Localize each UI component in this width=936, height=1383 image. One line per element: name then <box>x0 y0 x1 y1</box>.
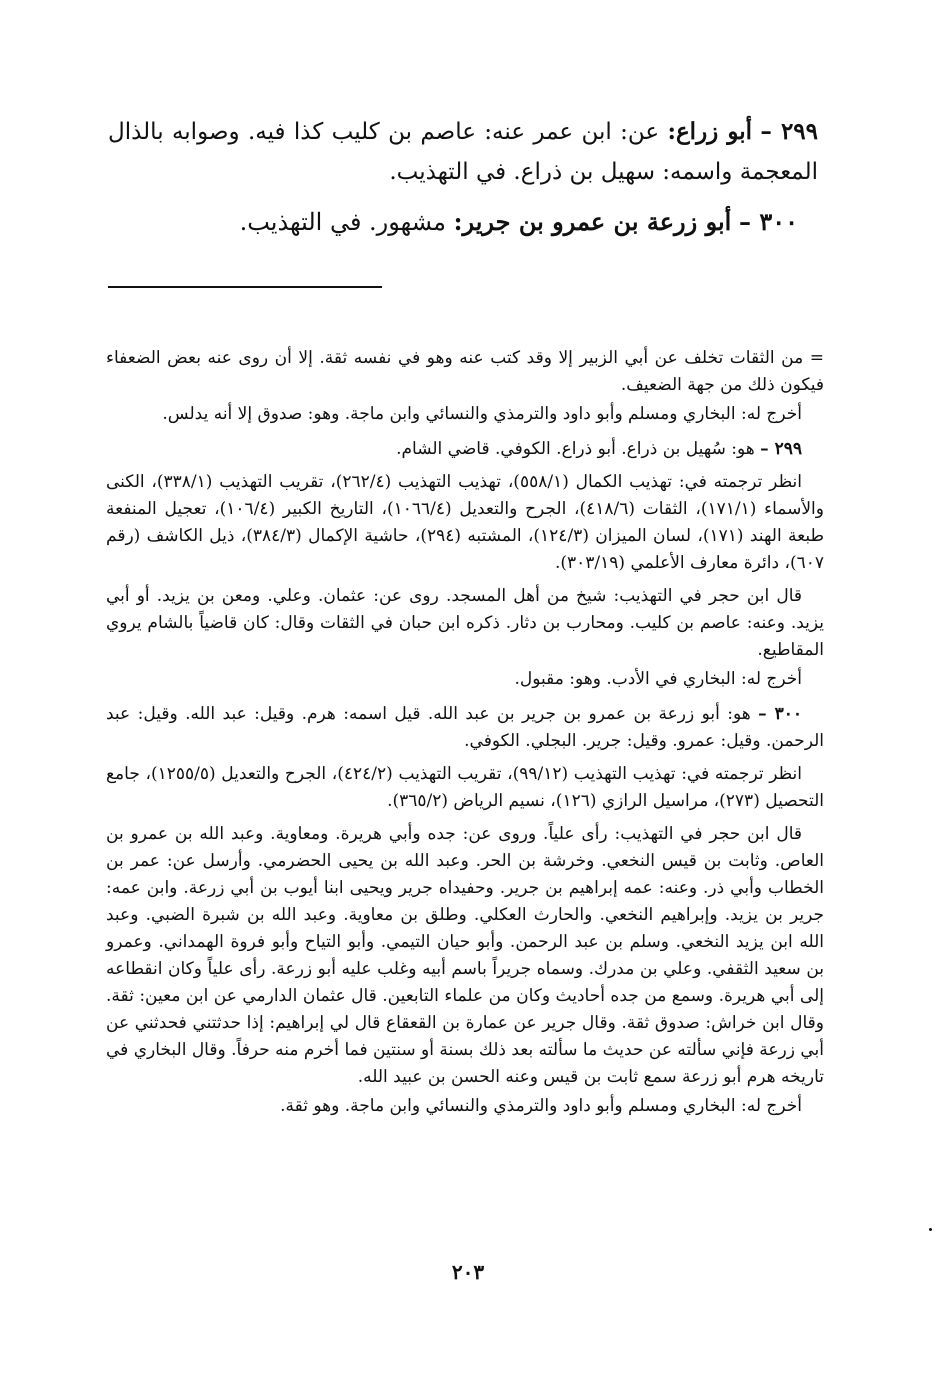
entry-299 <box>108 112 818 192</box>
footnote-299-kharaj: أخرج له: البخاري في الأدب. وهو: مقبول. <box>514 669 802 689</box>
entry-heading: أبو زراع: <box>667 118 753 145</box>
footnote-300-sources: انظر ترجمته في: تهذيب التهذيب (٩٩/١٢)، تقريب التهذيب (٤٢٤/٢)، الجرح والتعديل (١٢٥٥/٥)، جامع التحصيل (٢٧٣)، مراسيل الرازي (١٢٦)، نسيم الرياض (٣٦٥/٢). <box>106 764 824 811</box>
entry-number: ٢٩٩ – <box>760 118 818 145</box>
footnote-continuation: = من الثقات تخلف عن أبي الزبير إلا وقد كتب عنه وهو في نفسه ثقة. إلا أن روى عنه بعض الضعفاء فيكون ذلك من جهة الضعيف. <box>106 348 824 395</box>
entry-text: عن: ابن عمر عنه: عاصم بن كليب كذا فيه. وصوابه بالذال المعجمة واسمه: سهيل بن ذراع. في التهذيب. <box>108 119 818 185</box>
page-number: ٢٠٣ <box>451 1260 485 1284</box>
footnote-separator <box>108 286 382 288</box>
entry-text: مشهور. في التهذيب. <box>239 208 454 236</box>
footnote-300-heading <box>106 701 824 755</box>
footnote-300-ibnhajar: قال ابن حجر في التهذيب: رأى علياً. وروى عن: جده وأبي هريرة. ومعاوية. وعبد الله بن عمرو بن العاص. وثابت بن قيس النخعي. وخرشة بن الحر. وعبد الله بن يحيى الحضرمي. وأرسل عن: عمر بن الخطاب وأبي ذر. وعنه: عمه إبراهيم بن جرير. وحفيداه جرير ويحيى ابنا أيوب بن أبي زرعة. وابن عمه: جرير بن يزيد. وإبراهيم النخعي. والحارث العكلي. وطلق بن معاوية. وعبد الله بن شبرة الضبي. وعبد الله ابن يزيد النخعي. وسلم بن عبد الرحمن. وأبو حيان التيمي. وأبو التياح وأبو فروة الهمداني. وعمرو بن سعيد الثقفي. وعلي بن مدرك. وسماه جريراً باسم أبيه وغلب عليه أبو زرعة. رأى علياً وكان انقطاعه إلى أبي هريرة. وسمع من جده أحاديث وكان من علماء التابعين. قال عثمان الدارمي عن ابن معين: ثقة. وقال ابن خراش: صدوق ثقة. وقال جرير عن عمارة بن القعقاع قال لي إبراهيم: إذا حدثتني فحدثني عن أبي زرعة فإني سألته عن حديث ما سألته بعد ذلك بسنة أو سنتين فما أخرم منه حرفاً. وقال البخاري في تاريخه هرم أبو زرعة سمع ثابت بن قيس وعنه الحسن بن عبيد الله. <box>106 824 824 1087</box>
footnote-kharaj: أخرج له: البخاري ومسلم وأبو داود والترمذي والنسائي وابن ماجة. وهو: صدوق إلا أنه يدلس. <box>162 404 802 424</box>
footnote-heading-text: هو: سُهيل بن ذراع. أبو ذراع. الكوفي. قاضي الشام. <box>396 439 761 459</box>
footnote-299-sources: انظر ترجمته في: تهذيب الكمال (٥٥٨/١)، تهذيب التهذيب (٢٦٢/٤)، تقريب التهذيب (٣٣٨/١)، الكنى والأسماء (١٧١/١)، الثقات (٤١٨/٦)، الجرح والتعديل (١٠٦٦/٤)، التاريخ الكبير (١٠٦/٤)، تعجيل المنفعة طبعة الهند (١٧١)، لسان الميزان (١٢٤/٣)، المشتبه (٢٩٤)، حاشية الإكمال (٣٨٤/٣)، ذيل الكاشف (رقم ٦٠٧)، دائرة معارف الأعلمي (٣٠٣/١٩). <box>106 472 824 573</box>
entry-heading: أبو زرعة بن عمرو بن جرير: <box>453 207 732 236</box>
footnote-300-kharaj: أخرج له: البخاري ومسلم وأبو داود والترمذي والنسائي وابن ماجة. وهو ثقة. <box>280 1096 802 1116</box>
footnote-number: ٢٩٩ – <box>760 439 802 459</box>
margin-mark <box>929 1228 932 1231</box>
footnote-299-ibnhajar: قال ابن حجر في التهذيب: شيخ من أهل المسجد. روى عن: عثمان. وعلي. ومعن بن يزيد. أو أبي يزيد. وعنه: عاصم بن كليب. ومحارب بن دثار. ذكره ابن حبان في الثقات وقال: كان قاضياً بالشام يروي المقاطيع. <box>106 586 824 660</box>
footnote-299-heading <box>106 436 824 463</box>
footnote-heading-text: هو: أبو زرعة بن عمرو بن جرير بن عبد الله. قيل اسمه: هرم. وقيل: عبد الله. وقيل: عبد الرحمن. وقيل: عمرو. وقيل: جرير. البجلي. الكوفي. <box>106 704 824 751</box>
main-text <box>108 112 818 242</box>
footnote-number: ٣٠٠ – <box>758 704 802 724</box>
entry-300 <box>108 202 798 242</box>
entry-number: ٣٠٠ – <box>738 207 798 236</box>
footnotes <box>106 345 824 1126</box>
